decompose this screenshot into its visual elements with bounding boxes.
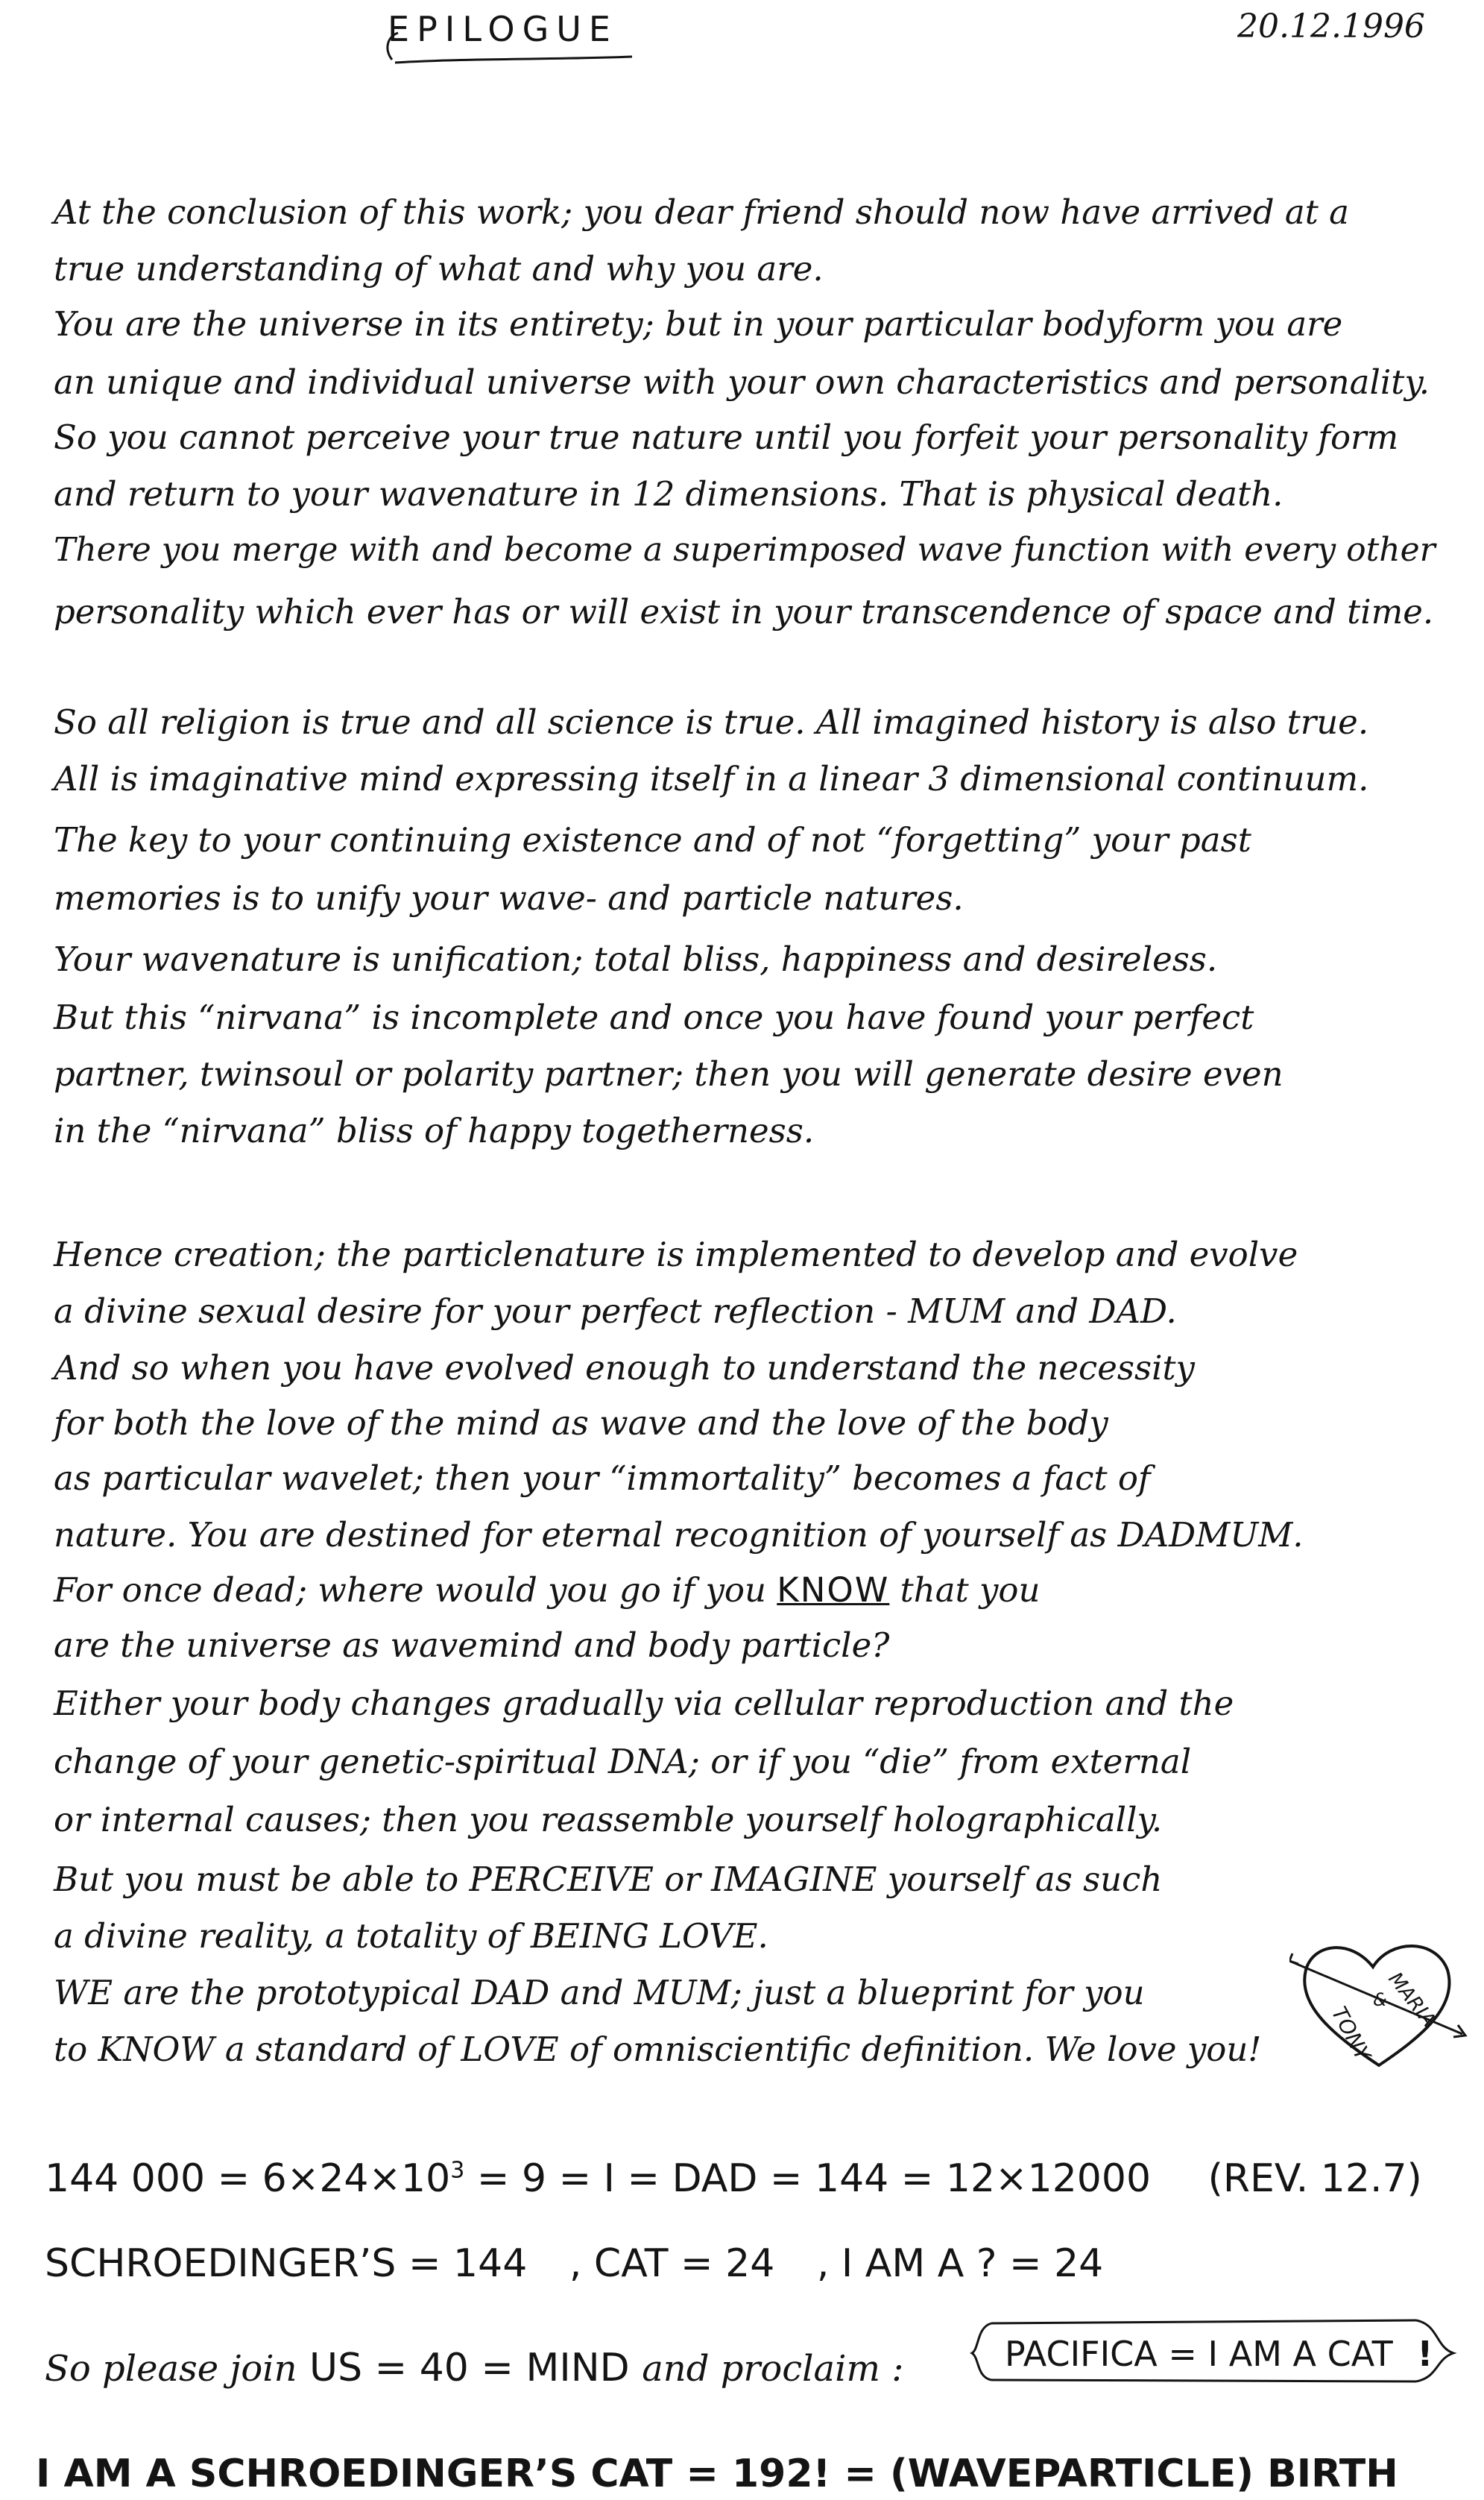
pacifica-box	[969, 2313, 1461, 2387]
text-line: You are the universe in its entirety; but in your particular bodyform you are	[54, 304, 1343, 344]
text-line: are the universe as wavemind and body particle?	[54, 1625, 890, 1665]
text-line: And so when you have evolved enough to understand the necessity	[54, 1348, 1195, 1388]
text-line: But this “nirvana” is incomplete and once you have found your perfect	[54, 998, 1254, 1037]
heart-name-tony: TONY	[1326, 2002, 1376, 2065]
text-line: At the conclusion of this work; you dear friend should now have arrived at a	[54, 192, 1349, 232]
text-line: change of your genetic-spiritual DNA; or if you “die” from external	[54, 1742, 1192, 1781]
text-line: nature. You are destined for eternal recognition of yourself as DADMUM.	[54, 1515, 1304, 1555]
text-line: But you must be able to PERCEIVE or IMAGINE yourself as such	[54, 1860, 1163, 1899]
equation-exponent: 3	[450, 2157, 465, 2184]
text-line: Your wavenature is unification; total bliss, happiness and desireless.	[54, 939, 1218, 979]
text-line: Hence creation; the particlenature is implemented to develop and evolve	[54, 1235, 1298, 1274]
pacifica-statement	[1005, 2334, 1433, 2374]
text-line: in the “nirvana” bliss of happy togetherness.	[54, 1111, 815, 1150]
pacifica-exclamation: !	[1417, 2334, 1433, 2374]
document-date: 20.12.1996	[1237, 7, 1425, 45]
equation-line-3	[45, 2346, 904, 2390]
text-line: The key to your continuing existence and of not “forgetting” your past	[54, 820, 1251, 860]
equation-line-1	[45, 2156, 1422, 2201]
underlined-know: KNOW	[777, 1570, 890, 1610]
text-line: an unique and individual universe with your own characteristics and personality.	[54, 362, 1430, 402]
text-line: to KNOW a standard of LOVE of omniscientific definition. We love you!	[54, 2030, 1262, 2069]
heart-ampersand: &	[1373, 1989, 1387, 2010]
text-line: true understanding of what and why you are.	[54, 249, 824, 289]
text-line: and return to your wavenature in 12 dimensions. That is physical death.	[54, 474, 1283, 514]
equation-line-2	[45, 2241, 1104, 2286]
text-line: All is imaginative mind expressing itself in a linear 3 dimensional continuum.	[54, 759, 1369, 799]
text-line: as particular wavelet; then your “immortality” becomes a fact of	[54, 1458, 1151, 1498]
text-line: memories is to unify your wave- and particle natures.	[54, 878, 964, 918]
text-line: Either your body changes gradually via cellular reproduction and the	[54, 1684, 1234, 1723]
text-line: or internal causes; then you reassemble yourself holographically.	[54, 1800, 1163, 1839]
text-line: So all religion is true and all science is true. All imagined history is also true.	[54, 702, 1369, 742]
equation-part: US = 40 = MIND	[309, 2346, 630, 2390]
page-title: EPILOGUE	[388, 9, 618, 49]
text-line: for both the love of the mind as wave and the love of the body	[54, 1403, 1108, 1443]
text-line	[54, 1570, 1041, 1610]
text-line: partner, twinsoul or polarity partner; then you will generate desire even	[54, 1054, 1283, 1094]
equation-part: , I AM A ? = 24	[816, 2241, 1104, 2286]
text-line: personality which ever has or will exist in your transcendence of space and time.	[54, 592, 1434, 632]
text-line: a divine reality, a totality of BEING LOVE.	[54, 1916, 768, 1956]
equation-part: , CAT = 24	[569, 2241, 775, 2286]
equation-part: SCHROEDINGER’S = 144	[45, 2241, 528, 2286]
equation-part: = 9 = I = DAD = 144 = 12×12000	[476, 2156, 1152, 2201]
text-line: So you cannot perceive your true nature until you forfeit your personality form	[54, 418, 1399, 457]
text-line: There you merge with and become a superimposed wave function with every other	[54, 531, 1436, 569]
equation-reference: (REV. 12.7)	[1207, 2156, 1422, 2201]
heart-name-maria: MARIA	[1383, 1968, 1440, 2032]
text-segment: For once dead; where would you go if you	[54, 1570, 766, 1610]
equation-part: and proclaim :	[642, 2348, 904, 2390]
text-line: WE are the prototypical DAD and MUM; just a blueprint for you	[54, 1973, 1145, 2012]
pacifica-text: PACIFICA = I AM A CAT	[1005, 2334, 1393, 2374]
heart-drawing	[1289, 1931, 1468, 2080]
final-proclamation: I AM A SCHROEDINGER’S CAT = 192! = (WAVEPARTICLE) BIRTH	[36, 2452, 1398, 2496]
equation-part: 144 000 = 6×24×10	[45, 2156, 451, 2201]
text-line: a divine sexual desire for your perfect reflection - MUM and DAD.	[54, 1291, 1177, 1331]
equation-part: So please join	[45, 2348, 297, 2390]
text-segment: that you	[900, 1570, 1041, 1610]
